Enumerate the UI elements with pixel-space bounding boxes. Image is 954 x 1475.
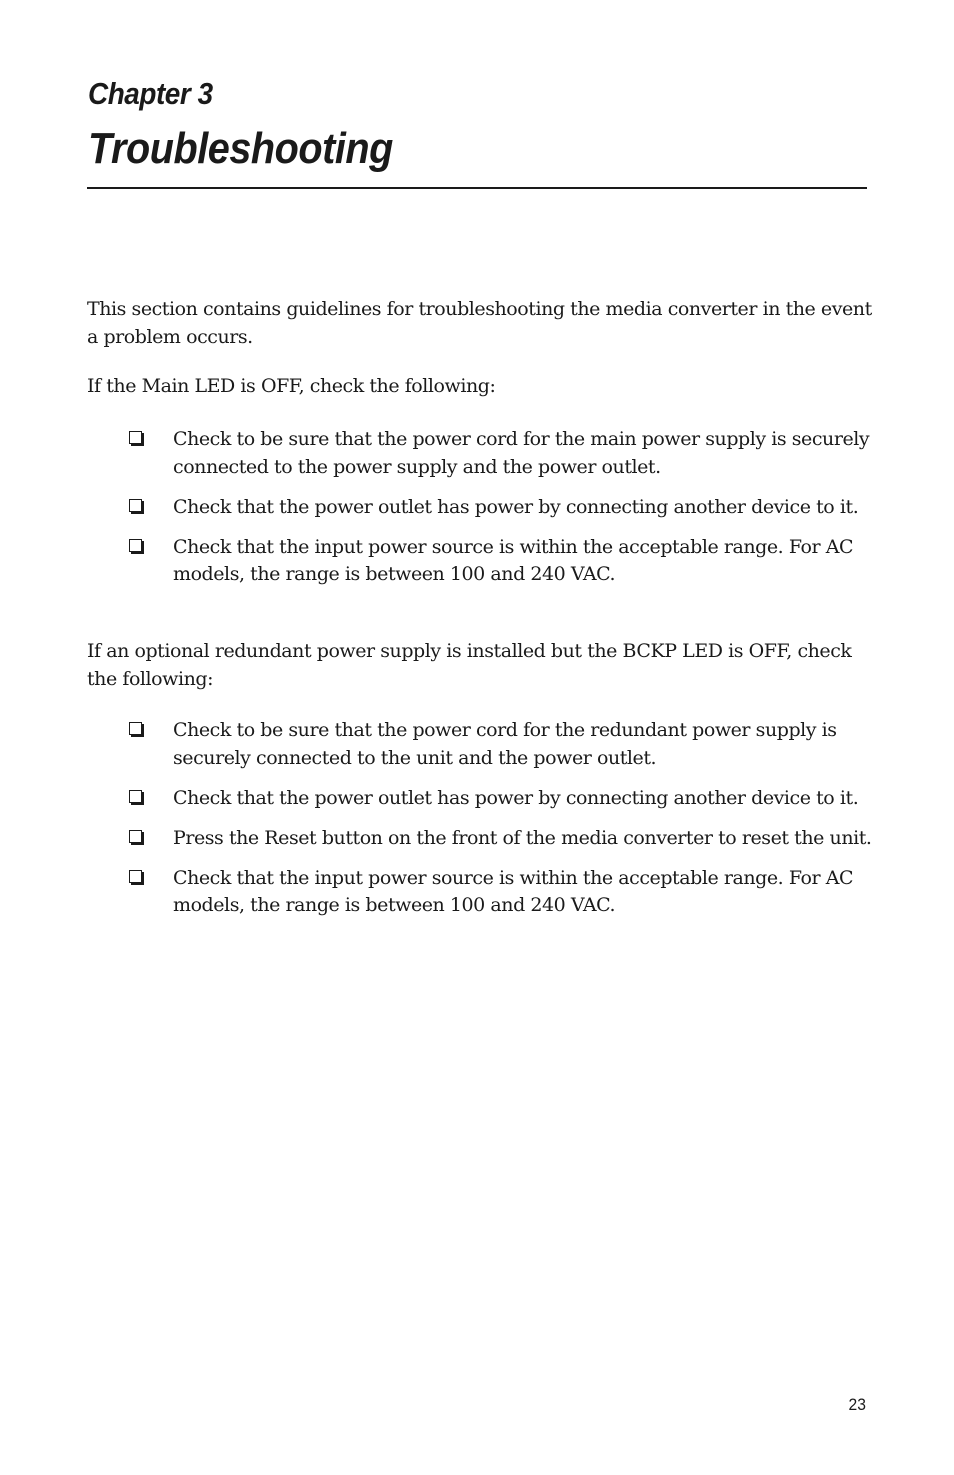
list-item: [129, 494, 889, 522]
list-item: [129, 785, 889, 813]
chapter-label: Chapter 3: [88, 76, 213, 111]
checkbox-bullet-icon: [129, 722, 142, 735]
checkbox-bullet-icon: [129, 830, 142, 843]
chapter-title: Troubleshooting: [88, 124, 393, 173]
list-item: [129, 426, 889, 481]
bckp-led-lead: If an optional redundant power supply is installed but the BCKP LED is OFF, check the following:: [87, 640, 852, 690]
list-item: [129, 534, 889, 589]
checkbox-bullet-icon: [129, 790, 142, 803]
list-item: [129, 717, 889, 772]
checkbox-bullet-icon: [129, 499, 142, 512]
checkbox-bullet-icon: [129, 431, 142, 444]
bckp-led-checklist: [129, 717, 889, 932]
checkbox-bullet-icon: [129, 870, 142, 883]
page-number: 23: [848, 1395, 866, 1414]
list-item-text: Press the Reset button on the front of the media converter to reset the unit.: [173, 826, 872, 849]
list-item-text: Check that the input power source is within the acceptable range. For AC models, the range is between 100 and 240 VAC.: [173, 535, 854, 585]
main-led-checklist: [129, 426, 889, 601]
intro-paragraph: This section contains guidelines for troubleshooting the media converter in the event a problem occurs.: [87, 298, 872, 348]
list-item: [129, 865, 889, 920]
list-item-text: Check that the power outlet has power by connecting another device to it.: [173, 495, 859, 518]
list-item: [129, 825, 889, 853]
list-item-text: Check to be sure that the power cord for the redundant power supply is securely connected to the unit and the power outlet.: [173, 719, 837, 769]
list-item-text: Check that the input power source is within the acceptable range. For AC models, the range is between 100 and 240 VAC.: [173, 866, 854, 916]
title-divider: [87, 187, 867, 189]
main-led-lead: If the Main LED is OFF, check the following:: [87, 375, 496, 397]
list-item-text: Check that the power outlet has power by connecting another device to it.: [173, 786, 859, 809]
checkbox-bullet-icon: [129, 539, 142, 552]
list-item-text: Check to be sure that the power cord for the main power supply is securely connected to the power supply and the power outlet.: [173, 428, 870, 478]
